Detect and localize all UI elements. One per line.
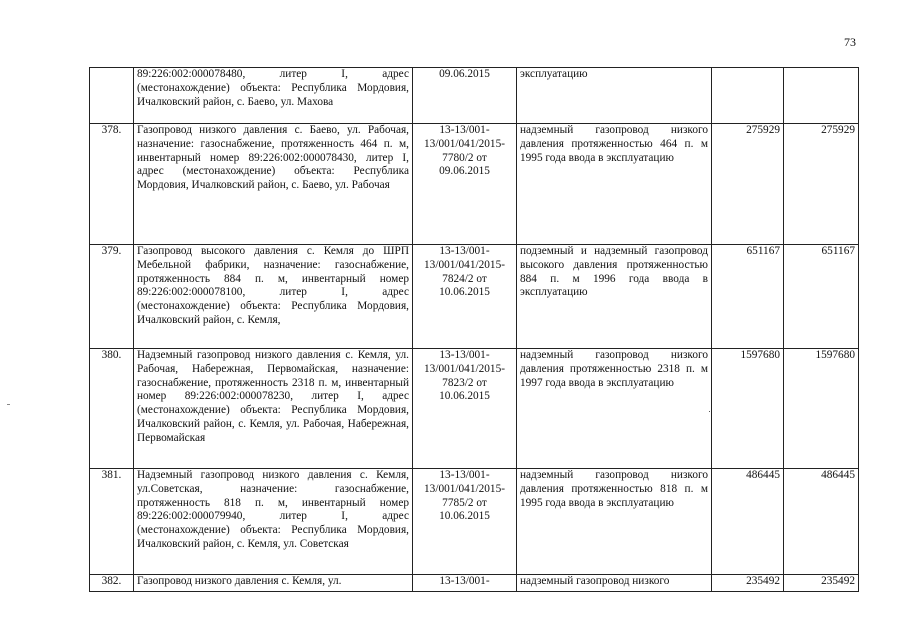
page-number: 73 — [844, 35, 856, 49]
object-characteristics: надземный газопровод низкого давления протяженностью 2318 п. м 1997 года ввода в эксплуатацию — [517, 349, 712, 469]
registration-record: 13-13/001-13/001/041/2015-7824/2 от 10.06.2015 — [413, 245, 517, 349]
value-cell: 651167 — [712, 245, 784, 349]
object-characteristics: надземный газопровод низкого — [517, 575, 712, 592]
row-number: 380. — [90, 349, 134, 469]
object-characteristics: подземный и надземный газопровод высокого давления протяженностью 884 п. м 1996 года ввода в эксплуатацию — [517, 245, 712, 349]
row-number — [90, 68, 134, 124]
object-characteristics: эксплуатацию — [517, 68, 712, 124]
registration-record: 13-13/001-13/001/041/2015-7823/2 от 10.06.2015 — [413, 349, 517, 469]
object-characteristics: надземный газопровод низкого давления протяженностью 818 п. м 1995 года ввода в эксплуатацию — [517, 469, 712, 575]
row-number: 378. — [90, 124, 134, 245]
value-cell — [784, 68, 859, 124]
value-cell: 651167 — [784, 245, 859, 349]
value-cell: 235492 — [784, 575, 859, 592]
scan-artifact — [709, 411, 710, 412]
object-description: 89:226:002:000078480, литер I, адрес (местонахождение) объекта: Республика Мордовия, Ичалковский район, с. Баево, ул. Махова — [134, 68, 413, 124]
row-number: 382. — [90, 575, 134, 592]
value-cell: 275929 — [712, 124, 784, 245]
table-row — [90, 124, 859, 245]
table-row — [90, 68, 859, 124]
registration-record: 13-13/001-13/001/041/2015-7785/2 от 10.06.2015 — [413, 469, 517, 575]
value-cell: 235492 — [712, 575, 784, 592]
value-cell — [712, 68, 784, 124]
scan-artifact — [7, 404, 10, 405]
table-row — [90, 349, 859, 469]
row-number: 379. — [90, 245, 134, 349]
table-row — [90, 245, 859, 349]
object-description: Газопровод высокого давления с. Кемля до ШРП Мебельной фабрики, назначение: газоснабжение, протяженность 884 п. м, инвентарный номер 89:226:002:000078100, литер I, адрес (местонахождение) объекта: Республика Мордовия, Ичалковский район, с. Кемля, — [134, 245, 413, 349]
registry-table — [89, 67, 859, 592]
value-cell: 486445 — [784, 469, 859, 575]
registration-record: 13-13/001- — [413, 575, 517, 592]
object-description: Надземный газопровод низкого давления с. Кемля, ул. Рабочая, Набережная, Первомайская, назначение: газоснабжение, протяженность 2318 п. м, инвентарный номер 89:226:002:000078230, литер I, адрес (местонахождение) объекта: Республика Мордовия, Ичалковский район, с. Кемля, ул. Рабочая, Набережная, Первомайская — [134, 349, 413, 469]
registration-record: 09.06.2015 — [413, 68, 517, 124]
table-row — [90, 575, 859, 592]
registration-record: 13-13/001-13/001/041/2015-7780/2 от 09.06.2015 — [413, 124, 517, 245]
object-description: Надземный газопровод низкого давления с. Кемля, ул.Советская, назначение: газоснабжение, протяженность 818 п. м, инвентарный номер 89:226:002:000079940, литер I, адрес (местонахождение) объекта: Республика Мордовия, Ичалковский район, с. Кемля, ул. Советская — [134, 469, 413, 575]
table-row — [90, 469, 859, 575]
value-cell: 486445 — [712, 469, 784, 575]
value-cell: 1597680 — [712, 349, 784, 469]
object-description: Газопровод низкого давления с. Баево, ул. Рабочая, назначение: газоснабжение, протяженность 464 п. м, инвентарный номер 89:226:002:000078430, литер I, адрес (местонахождение) объекта: Республика Мордовия, Ичалковский район, с. Баево, ул. Рабочая — [134, 124, 413, 245]
object-characteristics: надземный газопровод низкого давления протяженностью 464 п. м 1995 года ввода в эксплуатацию — [517, 124, 712, 245]
value-cell: 275929 — [784, 124, 859, 245]
object-description: Газопровод низкого давления с. Кемля, ул. — [134, 575, 413, 592]
row-number: 381. — [90, 469, 134, 575]
value-cell: 1597680 — [784, 349, 859, 469]
